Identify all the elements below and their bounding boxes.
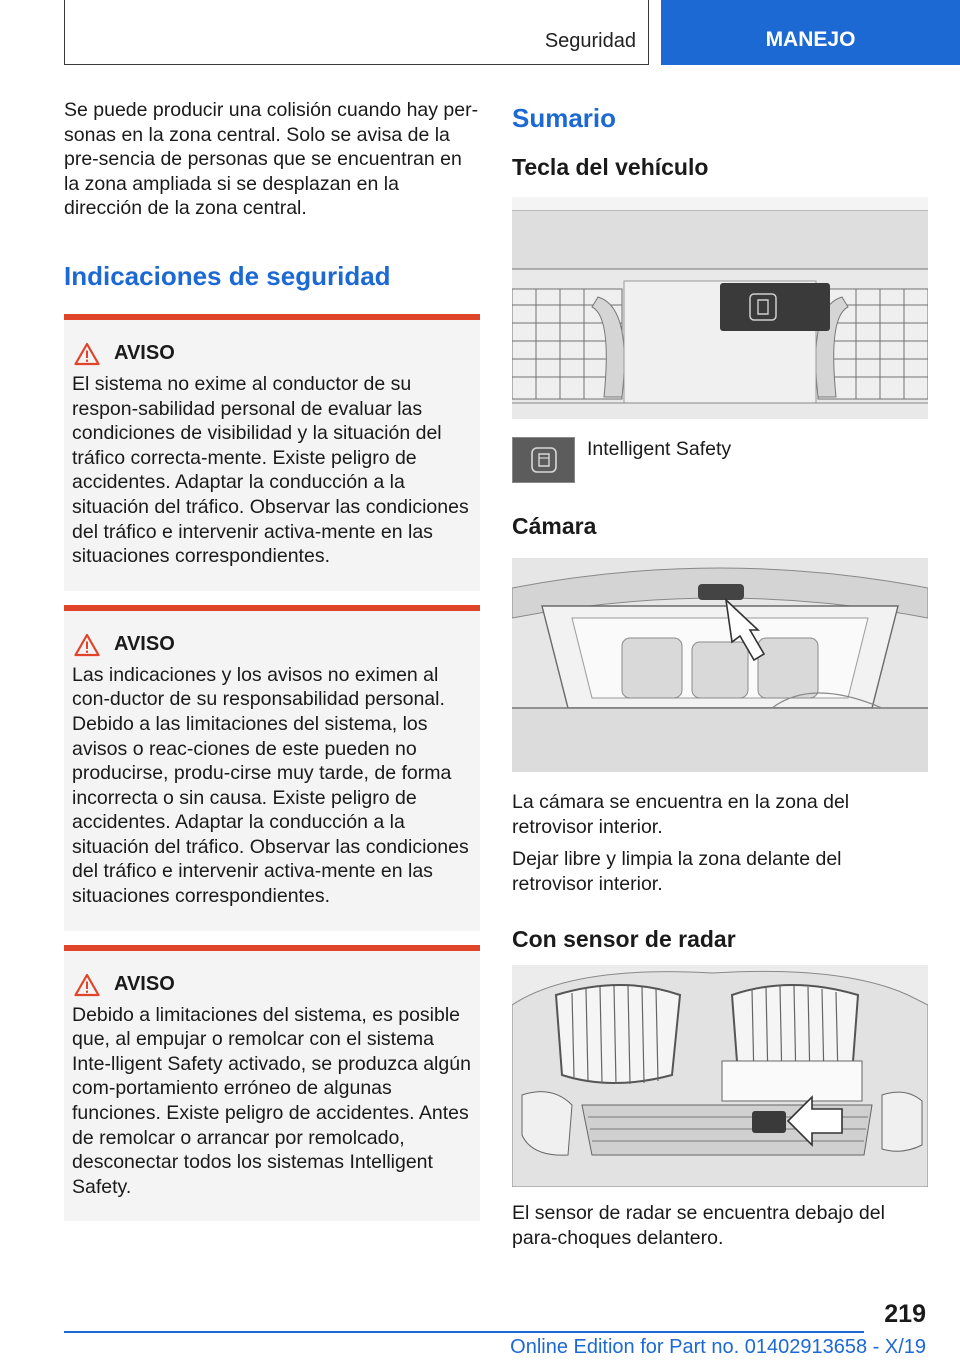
- vehicle-key-illustration: [512, 197, 928, 419]
- chapter-tab[interactable]: [661, 0, 960, 65]
- camera-illustration: [512, 558, 928, 772]
- warning-label: AVISO: [114, 342, 175, 365]
- camera-paragraph-1: La cámara se encuentra en la zona del retrovisor interior.: [512, 791, 850, 838]
- vehicle-key-heading: Tecla del vehículo: [512, 154, 709, 180]
- header-box: [64, 0, 649, 65]
- warning-triangle-icon: [74, 633, 100, 657]
- intro-paragraph: Se puede producir una colisión cuando hay per-sonas en la zona central. Solo se avisa de la pre-sencia de personas que se encuentran en la zona ampliada si se desplazan en la dirección de la zona central.: [64, 99, 479, 220]
- section-title: Seguridad: [544, 30, 636, 52]
- warning-text: Las indicaciones y los avisos no eximen al con-ductor de su responsabilidad personal. Debido a las limitaciones del sistema, los avisos o reac-ciones de este pueden no producirse, produ-cirse muy tarde, de forma incorrecta o sin causa. Existe peligro de accidentes. Adaptar la conducción a la situación del tráfico. Observar las condiciones del tráfico e intervenir activa-mente en las situaciones correspondientes.: [72, 663, 469, 908]
- key-caption-row: [512, 437, 928, 483]
- warning-box: [64, 314, 480, 591]
- warning-title: [72, 973, 473, 997]
- right-column: [512, 98, 928, 1251]
- footer-rule: [64, 1331, 864, 1333]
- page-number: 219: [884, 1300, 926, 1328]
- radar-paragraph: El sensor de radar se encuentra debajo del para-choques delantero.: [512, 1202, 885, 1249]
- warning-title: [72, 342, 473, 366]
- warning-triangle-icon: [74, 342, 100, 366]
- warning-title: [72, 633, 473, 657]
- warning-text: El sistema no exime al conductor de su respon-sabilidad personal de evaluar las condiciones de visibilidad y la situación del tráfico correcta-mente. Existe peligro de accidentes. Adaptar la conducción a la situación del tráfico. Observar las condiciones del tráfico e intervenir activa-mente en las situaciones correspondientes.: [72, 372, 469, 568]
- warning-box: [64, 945, 480, 1222]
- key-caption: Intelligent Safety: [587, 438, 732, 460]
- warning-label: AVISO: [114, 633, 175, 656]
- warning-box: [64, 605, 480, 931]
- warning-label: AVISO: [114, 973, 175, 996]
- radar-illustration: [512, 965, 928, 1187]
- warning-text: Debido a limitaciones del sistema, es posible que, al empujar o remolcar con el sistema Inte-lligent Safety activado, se produzca algún com-portamiento erróneo de algunas funciones. Existe peligro de accidentes. Antes de remolcar o arrancar por remolcado, desconectar todos los sistemas Intelligent Safety.: [72, 1003, 471, 1198]
- footer-edition: Online Edition for Part no. 01402913658 - X/19: [510, 1336, 926, 1358]
- left-column: [64, 98, 480, 1221]
- safety-heading: Indicaciones de seguridad: [64, 260, 391, 291]
- summary-heading: Sumario: [512, 103, 617, 133]
- camera-paragraph-2: Dejar libre y limpia la zona delante del retrovisor interior.: [512, 848, 842, 895]
- chapter-tab-label: MANEJO: [765, 28, 856, 51]
- warning-triangle-icon: [74, 973, 100, 997]
- intelligent-safety-icon: [512, 437, 575, 483]
- camera-heading: Cámara: [512, 513, 597, 539]
- radar-heading: Con sensor de radar: [512, 926, 736, 953]
